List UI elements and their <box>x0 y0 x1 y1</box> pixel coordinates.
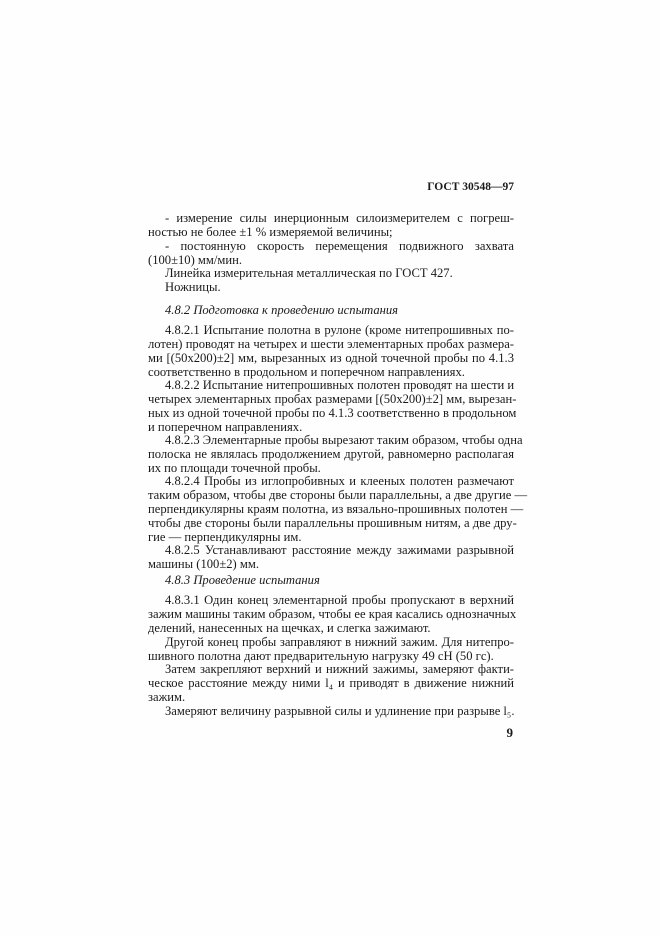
paragraph-line: машины (100±2) мм. <box>148 557 259 571</box>
paragraph-line: делений, нанесенных на щечках, и слегка зажимают. <box>148 621 431 635</box>
paragraph-line: ческое расстояние между ними l₄ и приводят в движение нижний <box>148 676 514 690</box>
page-number: 9 <box>506 725 513 740</box>
paragraph-line: Замеряют величину разрывной силы и удлинение при разрыве l₅. <box>165 704 515 718</box>
paragraph-line: - измерение силы инерционным силоизмерителем с погреш- <box>165 211 514 225</box>
paragraph-line: Другой конец пробы заправляют в нижний зажим. Для нитепро- <box>165 635 514 649</box>
paragraph-line: 4.8.3.1 Один конец элементарной пробы пропускают в верхний <box>165 593 514 607</box>
paragraph-line: - постоянную скорость перемещения подвижного захвата <box>165 239 514 253</box>
document-header: ГОСТ 30548—97 <box>427 181 514 193</box>
paragraph-line: 4.8.2.3 Элементарные пробы вырезают таким образом, чтобы одна <box>165 433 523 447</box>
paragraph-line: ми [(50x200)±2] мм, вырезанных из одной точечной пробы по 4.1.3 <box>148 351 514 365</box>
paragraph-line: соответственно в продольном и поперечном направлениях. <box>148 365 465 379</box>
paragraph-line: Линейка измерительная металлическая по ГОСТ 427. <box>165 266 453 280</box>
paragraph-line: четырех элементарных пробах размерами [(50x200)±2] мм, вырезан- <box>148 392 517 406</box>
paragraph-line: чтобы две стороны были параллельны прошивным нитям, а две дру- <box>148 516 517 530</box>
paragraph-line: 4.8.2.1 Испытание полотна в рулоне (кроме нитепрошивных по- <box>165 323 514 337</box>
paragraph-line: гие — перпендикулярны им. <box>148 530 302 544</box>
paragraph-line: и поперечном направлениях. <box>148 420 303 434</box>
section-heading: 4.8.3 Проведение испытания <box>165 573 320 587</box>
paragraph-line: ных из одной точечной пробы по 4.1.3 соответственно в продольном <box>148 406 517 420</box>
paragraph-line: Ножницы. <box>165 280 221 294</box>
paragraph-line: Затем закрепляют верхний и нижний зажимы, замеряют факти- <box>165 662 514 676</box>
section-heading: 4.8.2 Подготовка к проведению испытания <box>165 303 399 317</box>
paragraph-line: перпендикулярны краям полотна, из вязально-прошивных полотен — <box>148 502 524 516</box>
paragraph-line: зажим. <box>148 690 186 704</box>
paragraph-line: 4.8.2.4 Пробы из иглопробивных и клееных полотен размечают <box>165 474 514 488</box>
paragraph-line: зажим машины таким образом, чтобы ее края касались однозначных <box>148 607 517 621</box>
paragraph-line: шивного полотна дают предварительную нагрузку 49 сН (50 гс). <box>148 649 494 663</box>
paragraph-line: полоска не являлась продолжением другой, равномерно располагая <box>148 447 514 461</box>
paragraph-line: их по площади точечной пробы. <box>148 461 321 475</box>
paragraph-line: 4.8.2.2 Испытание нитепрошивных полотен проводят на шести и <box>165 378 515 392</box>
paragraph-line: таким образом, чтобы две стороны были параллельны, а две другие — <box>148 488 528 502</box>
paragraph-line: ностью не более ±1 % измеряемой величины; <box>148 225 393 239</box>
paragraph-line: 4.8.2.5 Устанавливают расстояние между зажимами разрывной <box>165 543 514 557</box>
paragraph-line: (100±10) мм/мин. <box>148 253 242 267</box>
paragraph-line: лотен) проводят на четырех и шести элементарных пробах размера- <box>148 337 514 351</box>
